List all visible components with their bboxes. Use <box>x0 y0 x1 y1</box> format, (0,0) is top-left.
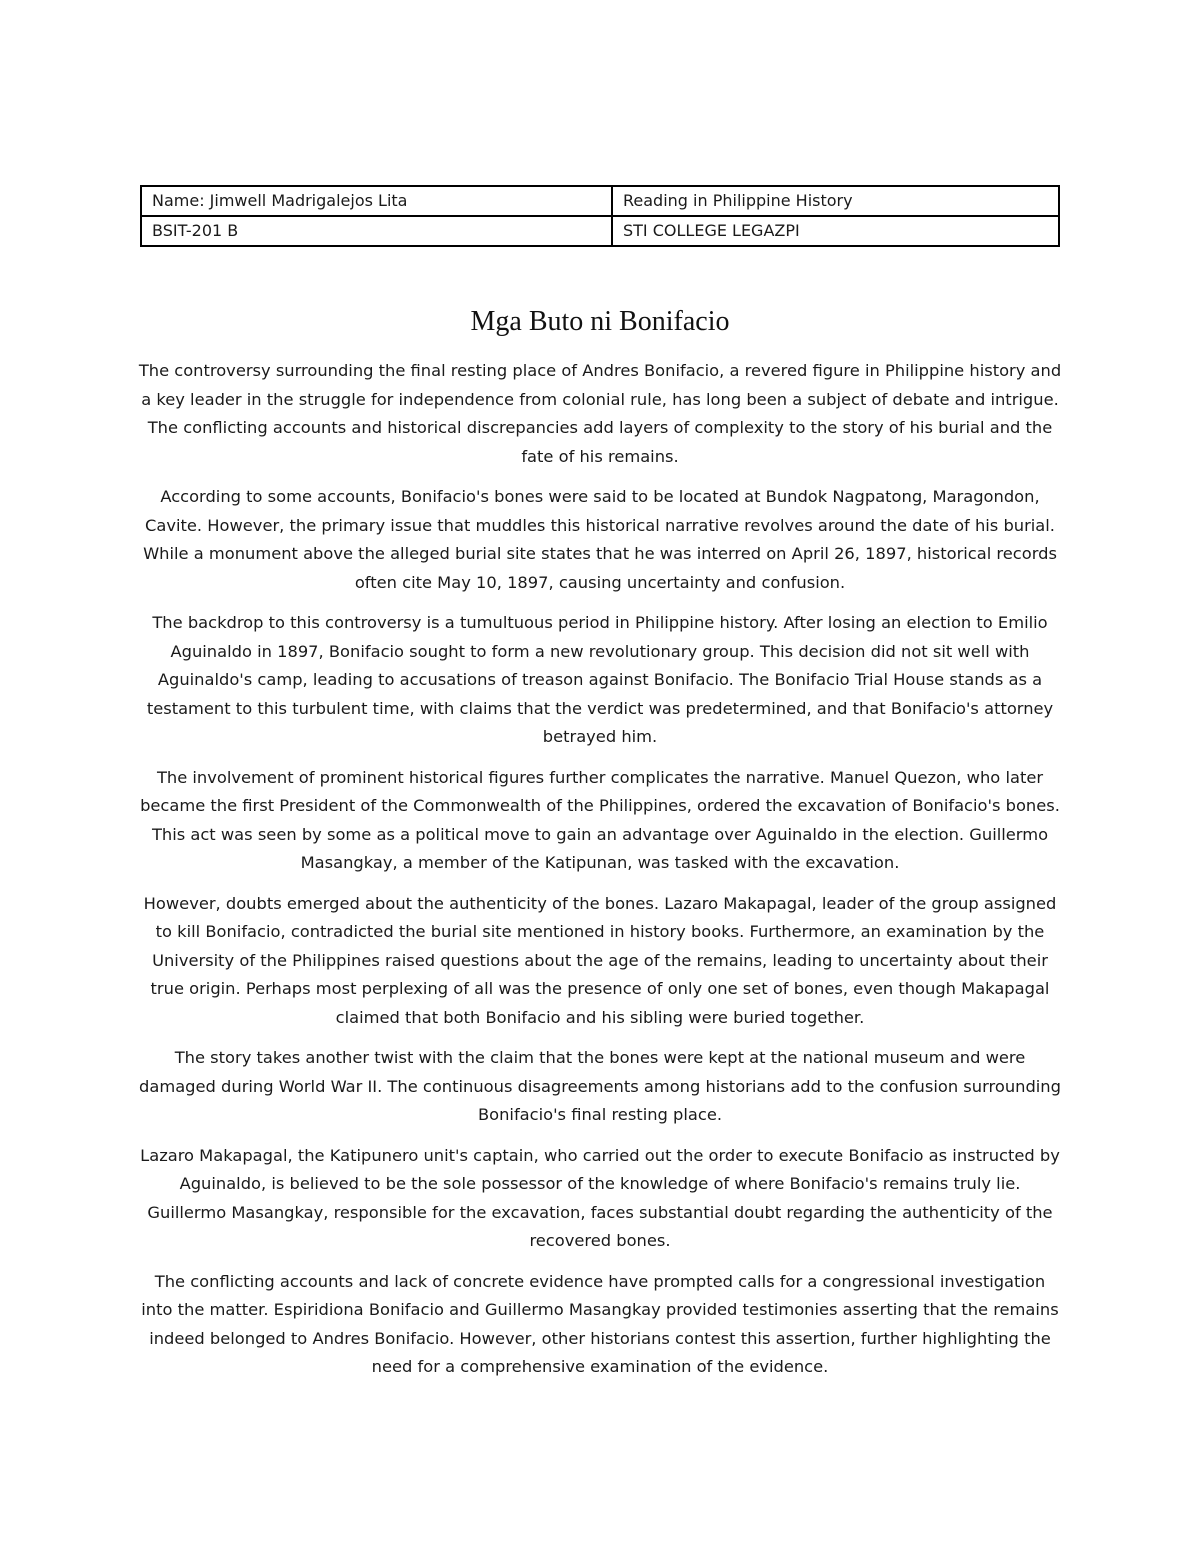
info-row <box>141 216 1059 246</box>
paragraph: The story takes another twist with the claim that the bones were kept at the national museum and were damaged during World War II. The continuous disagreements among historians add to the confusion surrounding Bonifacio's final resting place. <box>139 1048 1061 1124</box>
info-row <box>141 186 1059 216</box>
paragraph: Lazaro Makapagal, the Katipunero unit's captain, who carried out the order to execute Bonifacio as instructed by Aguinaldo, is believed to be the sole possessor of the knowledge of where Bonifacio's remains truly lie. Guillermo Masangkay, responsible for the excavation, faces substantial doubt regarding the authenticity of the recovered bones. <box>140 1145 1060 1250</box>
course-cell: Reading in Philippine History <box>612 186 1059 216</box>
paragraph: The conflicting accounts and lack of concrete evidence have prompted calls for a congressional investigation into the matter. Espiridiona Bonifacio and Guillermo Masangkay provided testimonies asserting that the remains indeed belonged to Andres Bonifacio. However, other historians contest this assertion, further highlighting the need for a comprehensive examination of the evidence. <box>141 1271 1059 1376</box>
paragraph: The controversy surrounding the final resting place of Andres Bonifacio, a revered figure in Philippine history and a key leader in the struggle for independence from colonial rule, has long been a subject of debate and intrigue. The conflicting accounts and historical discrepancies add layers of complexity to the story of his burial and the fate of his remains. <box>138 361 1062 466</box>
paragraph: According to some accounts, Bonifacio's bones were said to be located at Bundok Nagpatong, Maragondon, Cavite. However, the primary issue that muddles this historical narrative revolves around the date of his burial. While a monument above the alleged burial site states that he was interred on April 26, 1897, historical records often cite May 10, 1897, causing uncertainty and confusion. <box>143 487 1057 592</box>
paragraph: However, doubts emerged about the authenticity of the bones. Lazaro Makapagal, leader of the group assigned to kill Bonifacio, contradicted the burial site mentioned in history books. Furthermore, an examination by the University of the Philippines raised questions about the age of the remains, leading to uncertainty about their true origin. Perhaps most perplexing of all was the presence of only one set of bones, even though Makapagal claimed that both Bonifacio and his sibling were buried together. <box>143 893 1057 1027</box>
section-cell: BSIT-201 B <box>141 216 612 246</box>
paragraph: The involvement of prominent historical figures further complicates the narrative. Manuel Quezon, who later became the first President of the Commonwealth of the Philippines, ordered the excavation of Bonifacio's bones. This act was seen by some as a political move to gain an advantage over Aguinaldo in the election. Guillermo Masangkay, a member of the Katipunan, was tasked with the excavation. <box>140 767 1060 872</box>
paragraph: The backdrop to this controversy is a tumultuous period in Philippine history. After losing an election to Emilio Aguinaldo in 1897, Bonifacio sought to form a new revolutionary group. This decision did not sit well with Aguinaldo's camp, leading to accusations of treason against Bonifacio. The Bonifacio Trial House stands as a testament to this turbulent time, with claims that the verdict was predetermined, and that Bonifacio's attorney betrayed him. <box>146 613 1054 746</box>
school-cell: STI COLLEGE LEGAZPI <box>612 216 1059 246</box>
student-name-cell: Name: Jimwell Madrigalejos Lita <box>141 186 612 216</box>
student-info-table <box>140 185 1060 247</box>
document-title: Mga Buto ni Bonifacio <box>470 306 730 337</box>
document-body <box>138 357 1062 1394</box>
